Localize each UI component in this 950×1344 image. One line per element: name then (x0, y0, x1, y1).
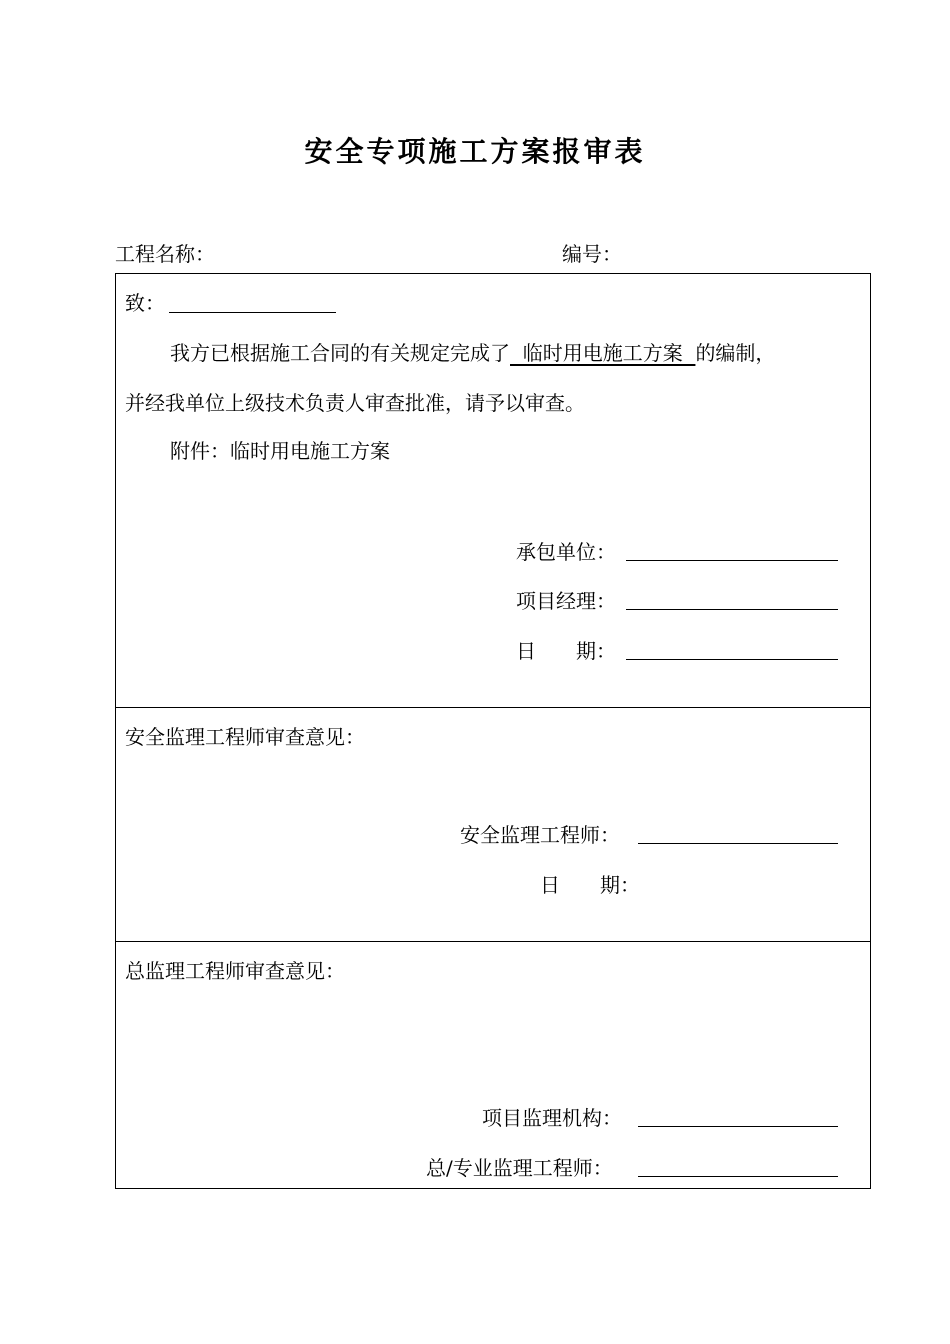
supervision-org-label: 项目监理机构： (482, 1106, 622, 1130)
plan-name: 临时用电施工方案 (510, 341, 696, 365)
to-recipient-field[interactable] (169, 312, 336, 313)
project-manager-label: 项目经理： (516, 589, 616, 613)
body-line1-prefix: 我方已根据施工合同的有关规定完成了 (170, 341, 510, 365)
body-line-1 (170, 340, 775, 366)
safety-engineer-section (116, 708, 870, 942)
chief-engineer-field[interactable] (638, 1176, 838, 1177)
attachment-line: 附件：临时用电施工方案 (170, 439, 390, 463)
contractor-field[interactable] (626, 560, 838, 561)
safety-engineer-field[interactable] (638, 843, 838, 844)
safety-opinion-heading: 安全监理工程师审查意见： (125, 725, 365, 749)
chief-engineer-section (116, 942, 870, 1188)
body-line1-suffix: 的编制， (695, 341, 776, 365)
contractor-label: 承包单位： (516, 540, 616, 564)
safety-date-label: 日 期： (540, 873, 640, 897)
project-name-label: 工程名称： (115, 242, 215, 266)
number-label: 编号： (562, 242, 622, 266)
safety-engineer-label: 安全监理工程师： (460, 823, 620, 847)
chief-opinion-heading: 总监理工程师审查意见： (125, 959, 345, 983)
chief-engineer-label: 总/专业监理工程师： (426, 1156, 613, 1180)
review-form-table (115, 273, 871, 1189)
project-manager-field[interactable] (626, 609, 838, 610)
to-label: 致： (125, 291, 165, 315)
page-title: 安全专项施工方案报审表 (304, 135, 646, 168)
body-line-2: 并经我单位上级技术负责人审查批准，请予以审查。 (125, 391, 585, 415)
supervision-org-field[interactable] (638, 1126, 838, 1127)
date-label: 日 期： (516, 639, 616, 663)
date-field[interactable] (626, 659, 838, 660)
submission-section (116, 274, 870, 708)
